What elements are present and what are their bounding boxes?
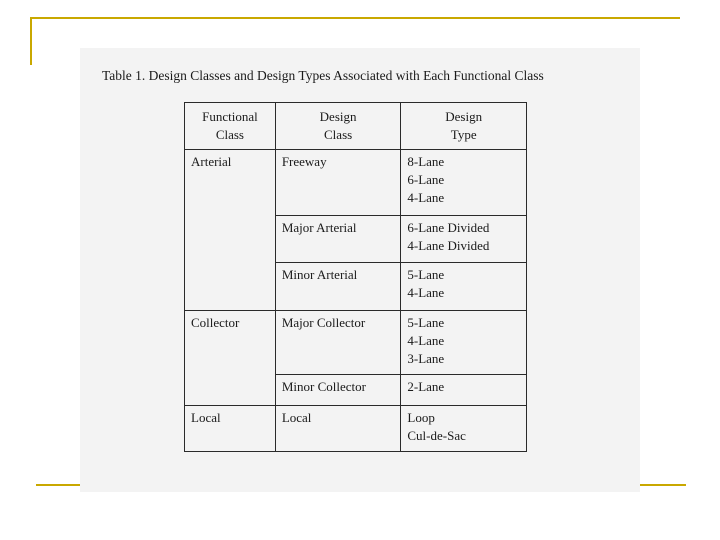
design-type-cell: Loop Cul-de-Sac [401,405,527,451]
design-type-cell: 2-Lane [401,375,527,405]
design-class-cell: Major Arterial [275,216,401,262]
design-type-cell: 8-Lane 6-Lane 4-Lane [401,150,527,216]
design-class-cell: Local [275,405,401,451]
design-type-cell: 5-Lane 4-Lane 3-Lane [401,311,527,375]
design-type-cell: 5-Lane 4-Lane [401,262,527,310]
table-row [185,405,527,451]
functional-class-cell: Local [185,405,276,451]
slide-left-rule [30,17,32,65]
slide-bottom-right-rule [638,484,686,486]
design-type-cell: 6-Lane Divided 4-Lane Divided [401,216,527,262]
scanned-table-image [80,48,640,492]
slide-bottom-left-rule [36,484,84,486]
table-header-row [185,103,527,150]
header-functional-class: Functional Class [185,103,276,150]
functional-class-cell: Arterial [185,150,276,311]
design-class-cell: Freeway [275,150,401,216]
table-row [185,150,527,216]
functional-class-cell: Collector [185,311,276,406]
design-class-cell: Minor Collector [275,375,401,405]
design-class-cell: Minor Arterial [275,262,401,310]
table-caption: Table 1. Design Classes and Design Types Associated with Each Functional Class [102,68,544,83]
header-design-class: Design Class [275,103,401,150]
table-row [185,311,527,375]
design-classes-table [184,102,527,452]
header-design-type: Design Type [401,103,527,150]
design-class-cell: Major Collector [275,311,401,375]
slide-top-rule [30,17,680,19]
